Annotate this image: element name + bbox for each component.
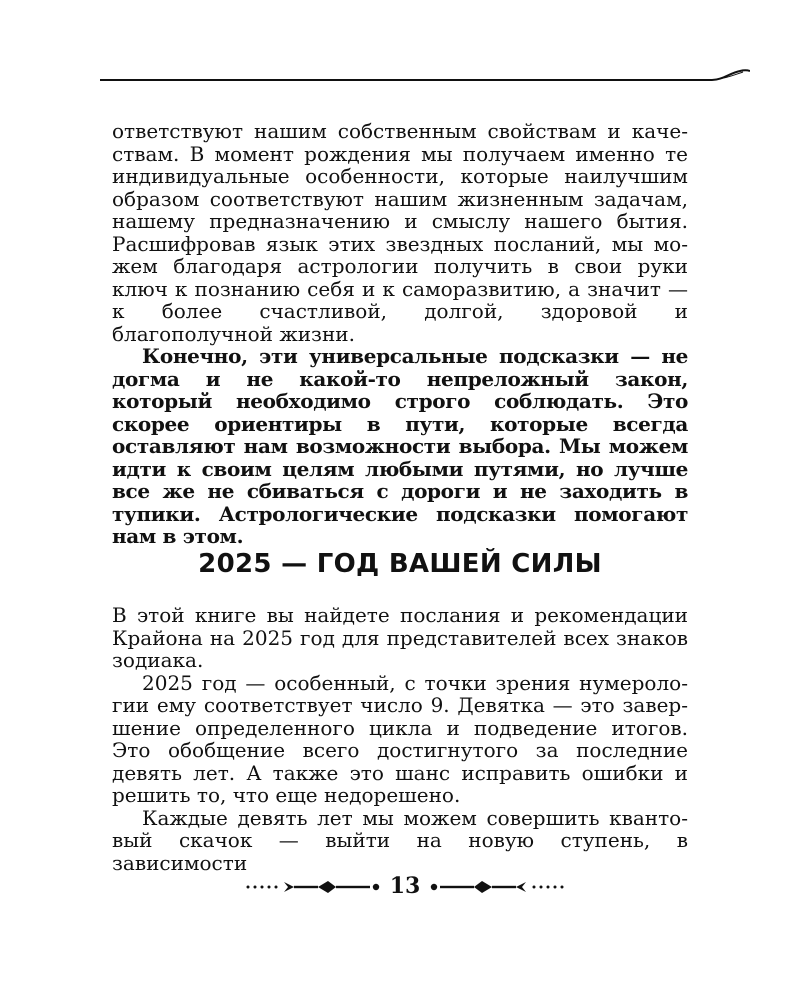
section-title: 2025 — ГОД ВАШЕЙ СИЛЫ [198,549,602,579]
intro-text-block [112,120,688,548]
header-rule-icon [100,60,750,90]
page-footer [240,870,570,902]
body-paragraph: Каждые девять лет мы можем совершить квантовый скачок — выйти на новую ступень, в зависимости [112,805,688,875]
bold-paragraph: Конечно, эти универсальные подсказки — не догма и не какой-то непреложный закон, который необходимо строго соблюдать. Это скорее ориентиры в пути, которые всегда оставляют нам возможности выбора. Мы можем идти к своим целям любыми путями, но лучше все же не сбиваться с дороги и не заходить в тупики. Астрологические подсказки помогают нам в этом. [112,344,688,548]
page-number: 13 [389,873,421,899]
body-paragraph: В этой книге вы найдете послания и рекомендации Крайона на 2025 год для представителей всех знаков зодиака. [112,603,688,672]
body-paragraph: ответствуют нашим собственным свойствам и качествам. В момент рождения мы получаем именно те индивидуальные особенности, которые наилучшим образом соответствуют нашим жизненным задачам, нашему предназначению и смыслу нашего бытия. Расшифровав язык этих звездных посланий, мы можем благодаря астрологии получить в свои руки ключ к познанию себя и к саморазвитию, а значит — к более счастливой, долгой, здоровой и благополучной жизни. [112,119,688,346]
body-paragraph: 2025 год — особенный, с точки зрения нумерологии ему соответствует число 9. Девятка — это завершение определенного цикла и подведение итогов. Это обобщение всего достигнутого за последние девять лет. А также это шанс исправить ошибки и решить то, что еще недорешено. [112,670,688,807]
ornament-right-icon [420,870,570,902]
section-text-block [112,604,688,874]
